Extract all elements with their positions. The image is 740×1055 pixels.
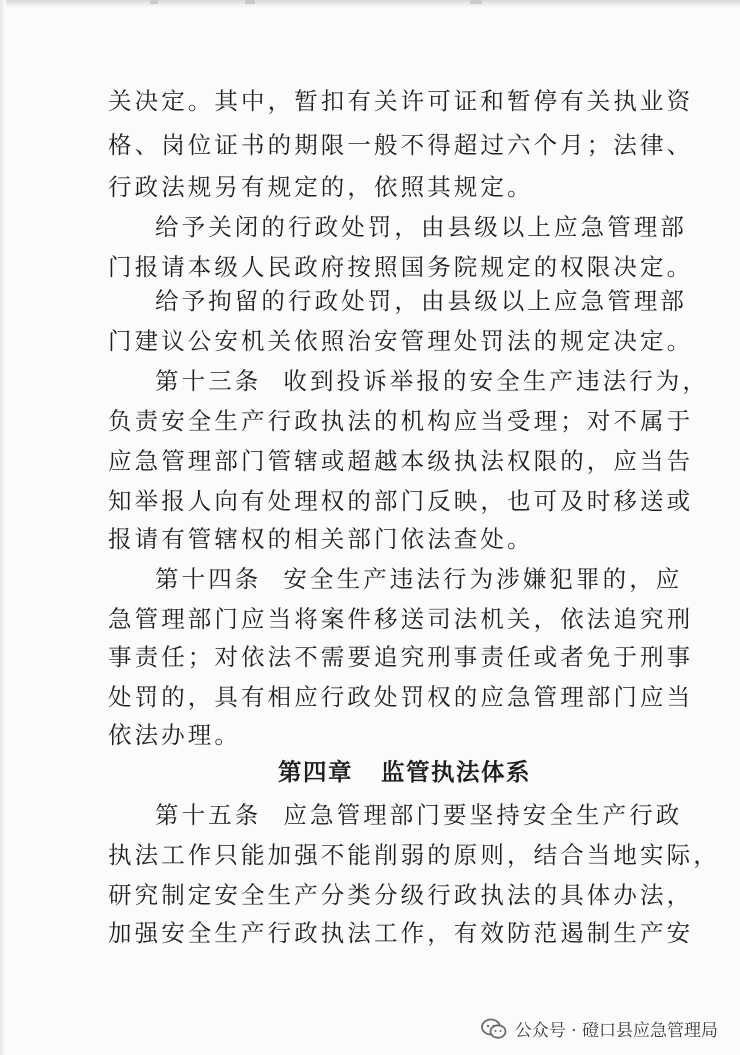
article-13-text: 收到投诉举报的安全生产违法行为，	[283, 367, 710, 395]
text-line-1: 关决定。其中，暂扣有关许可证和暂停有关执业资	[108, 87, 694, 115]
scan-left-edge	[0, 0, 6, 1055]
article-14-number: 第十四条	[155, 565, 262, 593]
wechat-icon	[481, 1018, 507, 1040]
text-line-20: 研究制定安全生产分类分级行政执法的具体办法，	[108, 881, 694, 909]
article-13-line	[155, 366, 709, 396]
text-line-15: 事责任；对依法不需要追究刑事责任或者免于刑事	[108, 643, 694, 671]
article-13-number: 第十三条	[155, 367, 262, 395]
text-line-21: 加强安全生产行政执法工作，有效防范遏制生产安	[108, 919, 694, 947]
text-line-4: 给予关闭的行政处罚，由县级以上应急管理部	[155, 213, 687, 241]
text-line-17: 依法办理。	[108, 721, 241, 749]
article-15-line	[155, 800, 682, 830]
text-line-19: 执法工作只能加强不能削弱的原则，结合当地实际，	[108, 841, 720, 869]
wechat-watermark	[481, 1016, 718, 1041]
text-line-6: 给予拘留的行政处罚，由县级以上应急管理部	[155, 287, 687, 315]
text-line-9: 负责安全生产行政执法的机构应当受理；对不属于	[108, 407, 694, 435]
text-line-14: 急管理部门应当将案件移送司法机关，依法追究刑	[108, 605, 694, 633]
article-14-line	[155, 564, 682, 594]
chapter-number: 第四章	[278, 758, 353, 786]
text-line-16: 处罚的，具有相应行政处罚权的应急管理部门应当	[108, 683, 694, 711]
text-line-5: 门报请本级人民政府按照国务院规定的权限决定。	[108, 253, 694, 281]
article-15-text: 应急管理部门要坚持安全生产行政	[283, 801, 683, 829]
text-line-3: 行政法规另有规定的，依照其规定。	[108, 173, 534, 201]
scan-mark	[470, 0, 482, 4]
scan-mark	[245, 0, 255, 4]
text-line-12: 报请有管辖权的相关部门依法查处。	[108, 525, 534, 553]
scan-top-edge	[0, 0, 740, 8]
text-line-7: 门建议公安机关依照治安管理处罚法的规定决定。	[108, 327, 694, 355]
text-line-2: 格、岗位证书的期限一般不得超过六个月；法律、	[108, 131, 694, 159]
chapter-heading	[278, 757, 531, 787]
article-14-text: 安全生产违法行为涉嫌犯罪的，应	[283, 565, 683, 593]
article-15-number: 第十五条	[155, 801, 262, 829]
watermark-text: 公众号 · 磴口县应急管理局	[514, 1021, 718, 1041]
text-line-10: 应急管理部门管辖或超越本级执法权限的，应当告	[108, 447, 694, 475]
scan-mark	[150, 0, 158, 4]
chapter-title: 监管执法体系	[381, 758, 531, 786]
text-line-11: 知举报人向有处理权的部门反映，也可及时移送或	[108, 487, 694, 515]
